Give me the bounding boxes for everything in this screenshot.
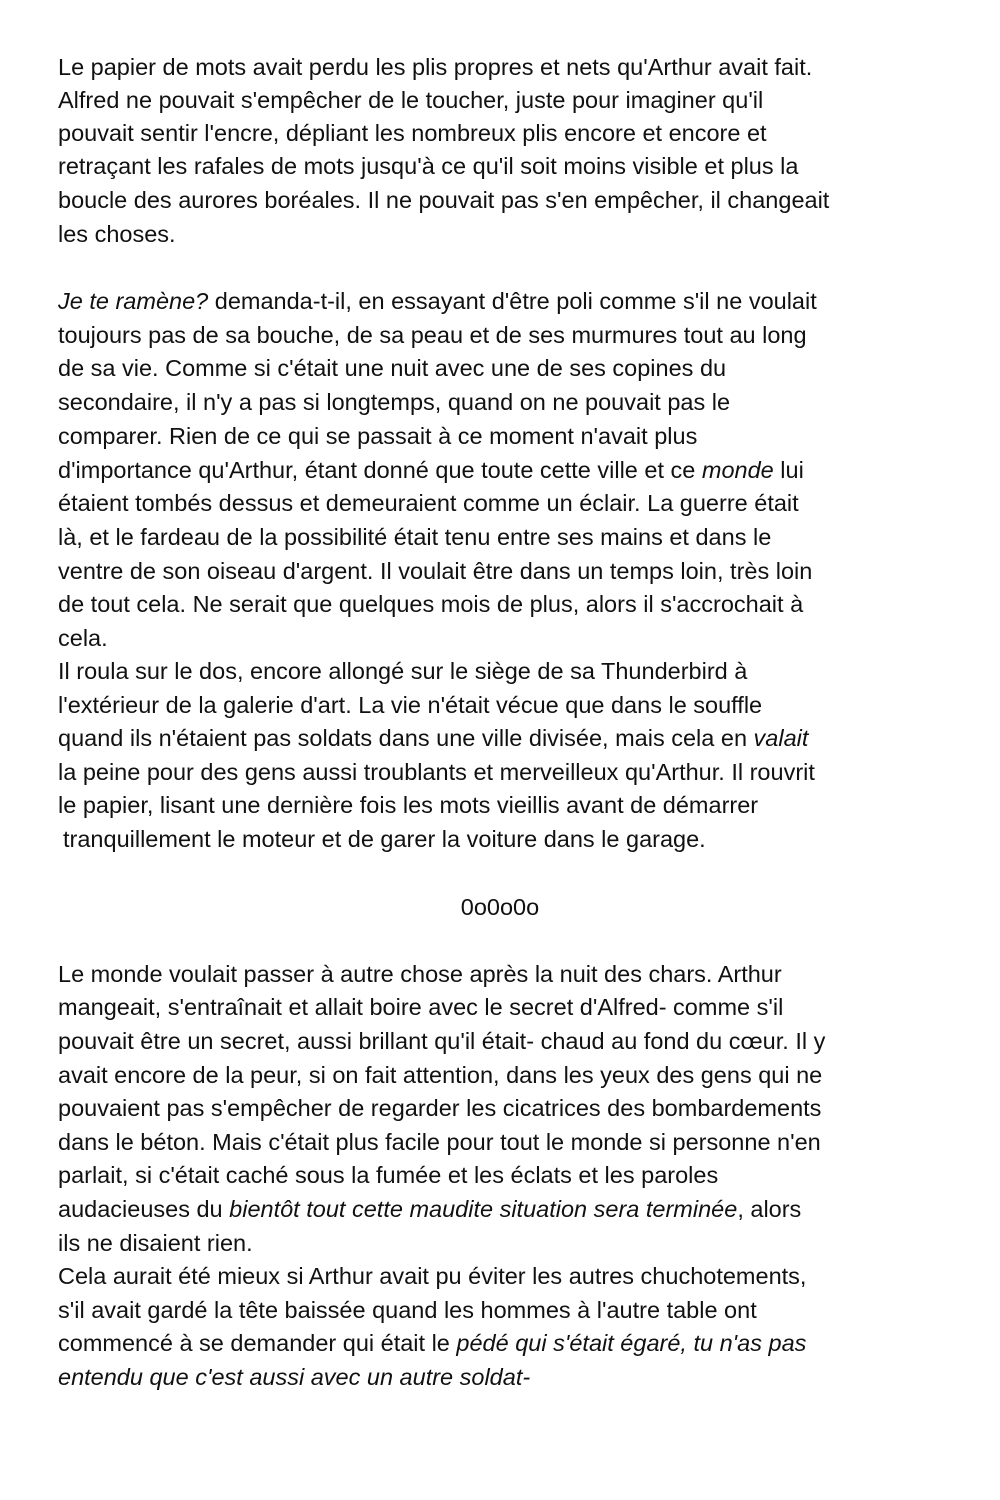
- italic-text: valait: [753, 725, 809, 751]
- text-line: s'il avait gardé la tête baissée quand les hommes à l'autre table ont: [58, 1297, 757, 1323]
- text-line: ils ne disaient rien.: [58, 1230, 253, 1256]
- text-line: retraçant les rafales de mots jusqu'à ce qu'il soit moins visible et plus la: [58, 153, 799, 179]
- italic-text: pédé qui s'était égaré, tu n'as pas: [456, 1330, 807, 1356]
- text-line: étaient tombés dessus et demeuraient comme un éclair. La guerre était: [58, 490, 799, 516]
- text-line: Alfred ne pouvait s'empêcher de le toucher, juste pour imaginer qu'il: [58, 87, 764, 113]
- text-span: quand ils n'étaient pas soldats dans une ville divisée, mais cela en: [58, 725, 754, 751]
- text-span: commencé à se demander qui était le: [58, 1330, 457, 1356]
- text-line: [58, 722, 808, 755]
- italic-text: entendu que c'est aussi avec un autre soldat-: [58, 1364, 531, 1390]
- text-line: ventre de son oiseau d'argent. Il voulait être dans un temps loin, très loin: [58, 558, 813, 584]
- text-line: secondaire, il n'y a pas si longtemps, quand on ne pouvait pas le: [58, 389, 731, 415]
- italic-text: monde: [701, 457, 774, 483]
- text-line: toujours pas de sa bouche, de sa peau et de ses murmures tout au long: [58, 322, 807, 348]
- text-line: tranquillement le moteur et de garer la voiture dans le garage.: [63, 826, 706, 852]
- text-line: l'extérieur de la galerie d'art. La vie n'était vécue que dans le souffle: [58, 692, 763, 718]
- text-line: dans le béton. Mais c'était plus facile pour tout le monde si personne n'en: [58, 1129, 821, 1155]
- text-line: mangeait, s'entraînait et allait boire avec le secret d'Alfred- comme s'il: [58, 994, 784, 1020]
- italic-text: bientôt tout cette maudite situation sera terminée: [229, 1196, 738, 1222]
- text-line: pouvait être un secret, aussi brillant qu'il était- chaud au fond du cœur. Il y: [58, 1028, 826, 1054]
- text-line: de sa vie. Comme si c'était une nuit avec une de ses copines du: [58, 355, 727, 381]
- text-line: de tout cela. Ne serait que quelques mois de plus, alors il s'accrochait à: [58, 591, 804, 617]
- text-line: parlait, si c'était caché sous la fumée et les éclats et les paroles: [58, 1162, 719, 1188]
- text-line: comparer. Rien de ce qui se passait à ce moment n'avait plus: [58, 423, 698, 449]
- text-line: [58, 454, 804, 487]
- text-span: d'importance qu'Arthur, étant donné que toute cette ville et ce: [58, 457, 702, 483]
- text-line: là, et le fardeau de la possibilité était tenu entre ses mains et dans le: [58, 524, 772, 550]
- text-line: le papier, lisant une dernière fois les mots vieillis avant de démarrer: [58, 792, 759, 818]
- text-line: [58, 1193, 801, 1226]
- italic-text: Je te ramène?: [58, 288, 209, 314]
- text-line: Le monde voulait passer à autre chose après la nuit des chars. Arthur: [58, 961, 782, 987]
- text-span: , alors: [737, 1196, 802, 1222]
- text-span: demanda-t-il, en essayant d'être poli comme s'il ne voulait: [208, 288, 817, 314]
- text-line: cela.: [58, 625, 108, 651]
- text-line: Il roula sur le dos, encore allongé sur le siège de sa Thunderbird à: [58, 658, 748, 684]
- text-line: pouvaient pas s'empêcher de regarder les cicatrices des bombardements: [58, 1095, 822, 1121]
- text-line: [58, 1361, 530, 1394]
- text-line: Le papier de mots avait perdu les plis propres et nets qu'Arthur avait fait.: [58, 54, 813, 80]
- text-span: audacieuses du: [58, 1196, 230, 1222]
- text-line: [58, 1327, 806, 1360]
- text-line: boucle des aurores boréales. Il ne pouvait pas s'en empêcher, il changeait: [58, 187, 830, 213]
- text-line: les choses.: [58, 221, 176, 247]
- text-span: lui: [773, 457, 804, 483]
- text-line: avait encore de la peur, si on fait attention, dans les yeux des gens qui ne: [58, 1062, 823, 1088]
- text-line: la peine pour des gens aussi troublants et merveilleux qu'Arthur. Il rouvrit: [58, 759, 815, 785]
- text-line: [58, 285, 817, 318]
- section-separator: 0o0o0o: [460, 894, 540, 920]
- text-line: Cela aurait été mieux si Arthur avait pu éviter les autres chuchotements,: [58, 1263, 807, 1289]
- text-line: pouvait sentir l'encre, dépliant les nombreux plis encore et encore et: [58, 120, 767, 146]
